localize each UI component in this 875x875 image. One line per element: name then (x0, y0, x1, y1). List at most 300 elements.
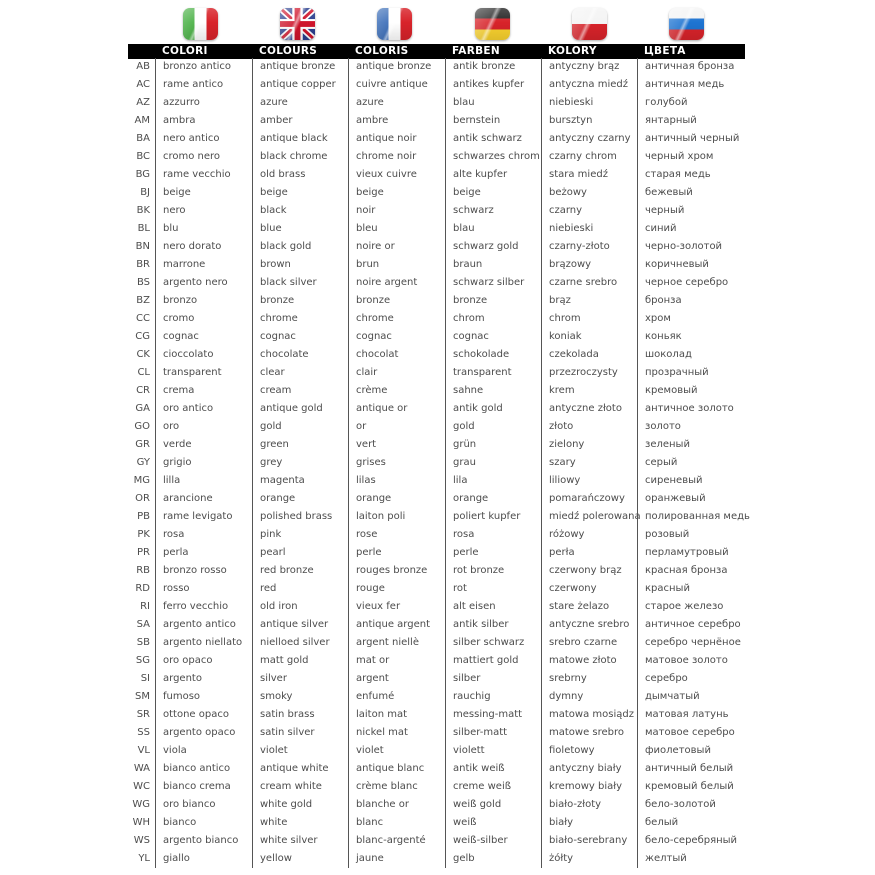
english-cell: black silver (252, 274, 348, 292)
russian-cell: матовое золото (637, 652, 765, 670)
polish-cell: biały (541, 814, 637, 832)
polish-cell: czarne srebro (541, 274, 637, 292)
flag-row (0, 8, 875, 41)
italian-cell: bianco (155, 814, 252, 832)
polish-cell: czarny chrom (541, 148, 637, 166)
russian-cell: желтый (637, 850, 765, 868)
code-cell: MG (133, 475, 150, 486)
italian-cell: nero (155, 202, 252, 220)
english-cell: pink (252, 526, 348, 544)
french-cell: vieux cuivre (348, 166, 445, 184)
code-cell: SR (136, 709, 150, 720)
italian-cell: rame antico (155, 76, 252, 94)
polish-cell: chrom (541, 310, 637, 328)
french-cell: vieux fer (348, 598, 445, 616)
russian-cell: перламутровый (637, 544, 765, 562)
german-cell: antikes kupfer (445, 76, 541, 94)
polish-cell: czekolada (541, 346, 637, 364)
english-cell: red (252, 580, 348, 598)
english-cell: antique bronze (252, 58, 348, 76)
italian-cell: oro (155, 418, 252, 436)
code-cell: AM (134, 115, 150, 126)
russian-cell: сиреневый (637, 472, 765, 490)
russian-cell: янтарный (637, 112, 765, 130)
italian-cell: rosso (155, 580, 252, 598)
russian-cell: бронза (637, 292, 765, 310)
french-cell: enfumé (348, 688, 445, 706)
german-cell: grau (445, 454, 541, 472)
russian-cell: красный (637, 580, 765, 598)
polish-cell: stare żelazo (541, 598, 637, 616)
german-cell: antik silber (445, 616, 541, 634)
english-cell: grey (252, 454, 348, 472)
english-cell: black chrome (252, 148, 348, 166)
italian-cell: bianco crema (155, 778, 252, 796)
russian-cell: черно-золотой (637, 238, 765, 256)
polish-cell: srebro czarne (541, 634, 637, 652)
italian-cell: cioccolato (155, 346, 252, 364)
polish-cell: niebieski (541, 220, 637, 238)
english-cell: silver (252, 670, 348, 688)
polish-cell: pomarańczowy (541, 490, 637, 508)
polish-cell: niebieski (541, 94, 637, 112)
code-cell: PR (137, 547, 150, 558)
russian-cell: шоколад (637, 346, 765, 364)
english-cell: red bronze (252, 562, 348, 580)
italian-cell: ferro vecchio (155, 598, 252, 616)
french-cell: antique noir (348, 130, 445, 148)
german-cell: schwarz gold (445, 238, 541, 256)
english-cell: smoky (252, 688, 348, 706)
french-cell: cuivre antique (348, 76, 445, 94)
polish-cell: antyczny biały (541, 760, 637, 778)
french-cell: chocolat (348, 346, 445, 364)
polish-cell: miedź polerowana (541, 508, 637, 526)
german-cell: alt eisen (445, 598, 541, 616)
german-cell: braun (445, 256, 541, 274)
code-cell: CC (136, 313, 150, 324)
code-cell: BN (135, 241, 150, 252)
french-cell: perle (348, 544, 445, 562)
english-cell: satin silver (252, 724, 348, 742)
english-cell: satin brass (252, 706, 348, 724)
polish-cell: różowy (541, 526, 637, 544)
french-cell: noire or (348, 238, 445, 256)
uk-flag-icon (280, 8, 315, 40)
english-cell: orange (252, 490, 348, 508)
italian-cell: ottone opaco (155, 706, 252, 724)
german-cell: antik bronze (445, 58, 541, 76)
header-colours: COLOURS (259, 45, 318, 57)
code-cell: BS (136, 277, 150, 288)
german-cell: weiß gold (445, 796, 541, 814)
german-cell: messing-matt (445, 706, 541, 724)
russian-cell: голубой (637, 94, 765, 112)
french-cell: chrome noir (348, 148, 445, 166)
russian-cell: черное серебро (637, 274, 765, 292)
russian-cell: античное серебро (637, 616, 765, 634)
italian-cell: marrone (155, 256, 252, 274)
english-cell: cognac (252, 328, 348, 346)
polish-cell: matowe srebro (541, 724, 637, 742)
russian-cell: хром (637, 310, 765, 328)
italian-cell: cognac (155, 328, 252, 346)
french-cell: lilas (348, 472, 445, 490)
french-cell: ambre (348, 112, 445, 130)
french-cell: vert (348, 436, 445, 454)
russian-cell: зеленый (637, 436, 765, 454)
english-cell: clear (252, 364, 348, 382)
english-cell: antique silver (252, 616, 348, 634)
italian-cell: cromo (155, 310, 252, 328)
italian-cell: lilla (155, 472, 252, 490)
russian-cell: античный белый (637, 760, 765, 778)
code-cell: AB (136, 61, 150, 72)
french-cell: brun (348, 256, 445, 274)
russian-cell: античная медь (637, 76, 765, 94)
russian-cell: красная бронза (637, 562, 765, 580)
polish-cell: antyczny czarny (541, 130, 637, 148)
russian-cell: белый (637, 814, 765, 832)
german-cell: blau (445, 94, 541, 112)
german-cell: chrom (445, 310, 541, 328)
french-cell: nickel mat (348, 724, 445, 742)
code-cell: OR (135, 493, 150, 504)
french-cell: blanc (348, 814, 445, 832)
german-cell: sahne (445, 382, 541, 400)
code-cell: SS (137, 727, 150, 738)
polish-cell: antyczne srebro (541, 616, 637, 634)
polish-cell: zielony (541, 436, 637, 454)
french-cell: azure (348, 94, 445, 112)
french-cell: rouges bronze (348, 562, 445, 580)
french-cell: noir (348, 202, 445, 220)
english-cell: antique black (252, 130, 348, 148)
polish-cell: koniak (541, 328, 637, 346)
italian-cell: argento bianco (155, 832, 252, 850)
gloss-highlight (280, 8, 315, 40)
english-cell: bronze (252, 292, 348, 310)
english-cell: pearl (252, 544, 348, 562)
italian-cell: oro antico (155, 400, 252, 418)
german-cell: perle (445, 544, 541, 562)
english-cell: antique white (252, 760, 348, 778)
russian-cell: античный черный (637, 130, 765, 148)
italian-cell: cromo nero (155, 148, 252, 166)
code-cell: VL (137, 745, 150, 756)
code-cell: BA (136, 133, 150, 144)
code-cell: GA (135, 403, 150, 414)
english-cell: green (252, 436, 348, 454)
french-cell: clair (348, 364, 445, 382)
polish-cell: krem (541, 382, 637, 400)
russian-cell: полированная медь (637, 508, 765, 526)
polish-cell: kremowy biały (541, 778, 637, 796)
italian-cell: bronzo rosso (155, 562, 252, 580)
code-cell: BC (136, 151, 150, 162)
french-cell: mat or (348, 652, 445, 670)
german-cell: mattiert gold (445, 652, 541, 670)
english-cell: old iron (252, 598, 348, 616)
english-cell: white (252, 814, 348, 832)
russia-flag-icon (669, 8, 704, 40)
code-cell: RB (136, 565, 150, 576)
italian-cell: perla (155, 544, 252, 562)
german-cell: silber (445, 670, 541, 688)
italian-cell: nero dorato (155, 238, 252, 256)
russian-cell: золото (637, 418, 765, 436)
english-cell: violet (252, 742, 348, 760)
italian-cell: verde (155, 436, 252, 454)
german-cell: antik weiß (445, 760, 541, 778)
polish-cell: fioletowy (541, 742, 637, 760)
russian-cell: серебро (637, 670, 765, 688)
italian-cell: bianco antico (155, 760, 252, 778)
code-cell: AZ (136, 97, 150, 108)
code-cell: SB (136, 637, 150, 648)
french-cell: noire argent (348, 274, 445, 292)
header-kolory: KOLORY (548, 45, 597, 57)
german-cell: schwarzes chrom (445, 148, 541, 166)
french-cell: beige (348, 184, 445, 202)
code-cell: SM (135, 691, 150, 702)
germany-flag-icon (475, 8, 510, 40)
italian-cell: arancione (155, 490, 252, 508)
italian-cell: oro bianco (155, 796, 252, 814)
russian-cell: матовое серебро (637, 724, 765, 742)
french-cell: grises (348, 454, 445, 472)
russian-cell: черный (637, 202, 765, 220)
polish-cell: srebrny (541, 670, 637, 688)
german-cell: antik gold (445, 400, 541, 418)
header-cveta: ЦВЕТА (644, 45, 686, 57)
english-cell: yellow (252, 850, 348, 868)
french-cell: orange (348, 490, 445, 508)
english-cell: white gold (252, 796, 348, 814)
polish-cell: biało-serebrany (541, 832, 637, 850)
polish-cell: czerwony brąz (541, 562, 637, 580)
code-cell: SI (140, 673, 150, 684)
french-cell: crème (348, 382, 445, 400)
german-cell: schwarz silber (445, 274, 541, 292)
code-cell: CL (137, 367, 150, 378)
header-colori: COLORI (162, 45, 208, 57)
russian-cell: серебро чернёное (637, 634, 765, 652)
german-cell: rosa (445, 526, 541, 544)
russian-cell: античная бронза (637, 58, 765, 76)
italian-cell: blu (155, 220, 252, 238)
code-cell: RD (135, 583, 150, 594)
french-cell: blanc-argenté (348, 832, 445, 850)
french-cell: rose (348, 526, 445, 544)
italian-cell: giallo (155, 850, 252, 868)
code-cell: BG (135, 169, 150, 180)
english-cell: cream (252, 382, 348, 400)
french-cell: laiton mat (348, 706, 445, 724)
german-cell: silber-matt (445, 724, 541, 742)
polish-cell: stara miedź (541, 166, 637, 184)
german-cell: gold (445, 418, 541, 436)
polish-cell: perła (541, 544, 637, 562)
polish-cell: biało-złoty (541, 796, 637, 814)
german-cell: grün (445, 436, 541, 454)
english-cell: black (252, 202, 348, 220)
german-cell: weiß (445, 814, 541, 832)
gloss-highlight (183, 8, 218, 40)
russian-cell: коричневый (637, 256, 765, 274)
gloss-highlight (377, 8, 412, 40)
english-cell: chocolate (252, 346, 348, 364)
french-cell: cognac (348, 328, 445, 346)
french-cell: argent (348, 670, 445, 688)
english-cell: amber (252, 112, 348, 130)
polish-cell: czarny (541, 202, 637, 220)
german-cell: bernstein (445, 112, 541, 130)
code-cell: PB (137, 511, 150, 522)
polish-cell: czarny-złoto (541, 238, 637, 256)
russian-cell: кремовый белый (637, 778, 765, 796)
english-cell: cream white (252, 778, 348, 796)
french-cell: laiton poli (348, 508, 445, 526)
code-cell: WC (133, 781, 150, 792)
polish-cell: antyczna miedź (541, 76, 637, 94)
header-spacer (128, 44, 155, 59)
code-cell: BL (137, 223, 150, 234)
italy-flag-icon (183, 8, 218, 40)
poland-flag-icon (572, 8, 607, 40)
french-cell: or (348, 418, 445, 436)
german-cell: silber schwarz (445, 634, 541, 652)
header-coloris: COLORIS (355, 45, 409, 57)
polish-cell: matowa mosiądz (541, 706, 637, 724)
german-cell: bronze (445, 292, 541, 310)
german-cell: weiß-silber (445, 832, 541, 850)
polish-cell: złoto (541, 418, 637, 436)
code-cell: WG (132, 799, 150, 810)
code-cell: SG (135, 655, 150, 666)
russian-cell: коньяк (637, 328, 765, 346)
english-cell: antique gold (252, 400, 348, 418)
code-cell: CK (136, 349, 150, 360)
german-cell: antik schwarz (445, 130, 541, 148)
english-cell: nielloed silver (252, 634, 348, 652)
france-flag-icon (377, 8, 412, 40)
russian-cell: бело-золотой (637, 796, 765, 814)
color-table-body (128, 58, 765, 868)
french-cell: jaune (348, 850, 445, 868)
german-cell: transparent (445, 364, 541, 382)
code-cell: BR (136, 259, 150, 270)
english-cell: black gold (252, 238, 348, 256)
french-cell: antique blanc (348, 760, 445, 778)
french-cell: antique argent (348, 616, 445, 634)
code-cell: WS (133, 835, 150, 846)
polish-cell: żółty (541, 850, 637, 868)
russian-cell: прозрачный (637, 364, 765, 382)
italian-cell: viola (155, 742, 252, 760)
italian-cell: argento opaco (155, 724, 252, 742)
russian-cell: кремовый (637, 382, 765, 400)
german-cell: cognac (445, 328, 541, 346)
polish-cell: antyczny brąz (541, 58, 637, 76)
polish-cell: czerwony (541, 580, 637, 598)
polish-cell: antyczne złoto (541, 400, 637, 418)
italian-cell: rosa (155, 526, 252, 544)
german-cell: schwarz (445, 202, 541, 220)
italian-cell: oro opaco (155, 652, 252, 670)
english-cell: magenta (252, 472, 348, 490)
code-cell: BZ (136, 295, 150, 306)
polish-cell: liliowy (541, 472, 637, 490)
gloss-highlight (669, 8, 704, 40)
russian-cell: бело-серебряный (637, 832, 765, 850)
code-cell: PK (137, 529, 150, 540)
german-cell: alte kupfer (445, 166, 541, 184)
table-header-bar (128, 44, 745, 59)
italian-cell: fumoso (155, 688, 252, 706)
italian-cell: azzurro (155, 94, 252, 112)
english-cell: azure (252, 94, 348, 112)
italian-cell: bronzo (155, 292, 252, 310)
code-cell: RI (140, 601, 150, 612)
french-cell: antique or (348, 400, 445, 418)
german-cell: violett (445, 742, 541, 760)
german-cell: creme weiß (445, 778, 541, 796)
german-cell: gelb (445, 850, 541, 868)
russian-cell: старая медь (637, 166, 765, 184)
italian-cell: beige (155, 184, 252, 202)
french-cell: crème blanc (348, 778, 445, 796)
italian-cell: argento nero (155, 274, 252, 292)
german-cell: beige (445, 184, 541, 202)
code-cell: SA (136, 619, 150, 630)
polish-cell: matowe złoto (541, 652, 637, 670)
english-cell: polished brass (252, 508, 348, 526)
german-cell: blau (445, 220, 541, 238)
russian-cell: матовая латунь (637, 706, 765, 724)
english-cell: matt gold (252, 652, 348, 670)
gloss-highlight (475, 8, 510, 40)
polish-cell: brązowy (541, 256, 637, 274)
german-cell: rauchig (445, 688, 541, 706)
english-cell: gold (252, 418, 348, 436)
german-cell: rot bronze (445, 562, 541, 580)
german-cell: schokolade (445, 346, 541, 364)
russian-cell: бежевый (637, 184, 765, 202)
italian-cell: transparent (155, 364, 252, 382)
polish-cell: bursztyn (541, 112, 637, 130)
polish-cell: dymny (541, 688, 637, 706)
russian-cell: дымчатый (637, 688, 765, 706)
code-cell: AC (136, 79, 150, 90)
russian-cell: синий (637, 220, 765, 238)
english-cell: white silver (252, 832, 348, 850)
code-cell: BK (136, 205, 150, 216)
russian-cell: розовый (637, 526, 765, 544)
french-cell: antique bronze (348, 58, 445, 76)
code-cell: CR (136, 385, 150, 396)
italian-cell: argento niellato (155, 634, 252, 652)
english-cell: old brass (252, 166, 348, 184)
header-farben: FARBEN (452, 45, 500, 57)
polish-cell: przezroczysty (541, 364, 637, 382)
italian-cell: grigio (155, 454, 252, 472)
french-cell: bleu (348, 220, 445, 238)
code-cell: GY (136, 457, 150, 468)
italian-cell: ambra (155, 112, 252, 130)
russian-cell: черный хром (637, 148, 765, 166)
german-cell: rot (445, 580, 541, 598)
